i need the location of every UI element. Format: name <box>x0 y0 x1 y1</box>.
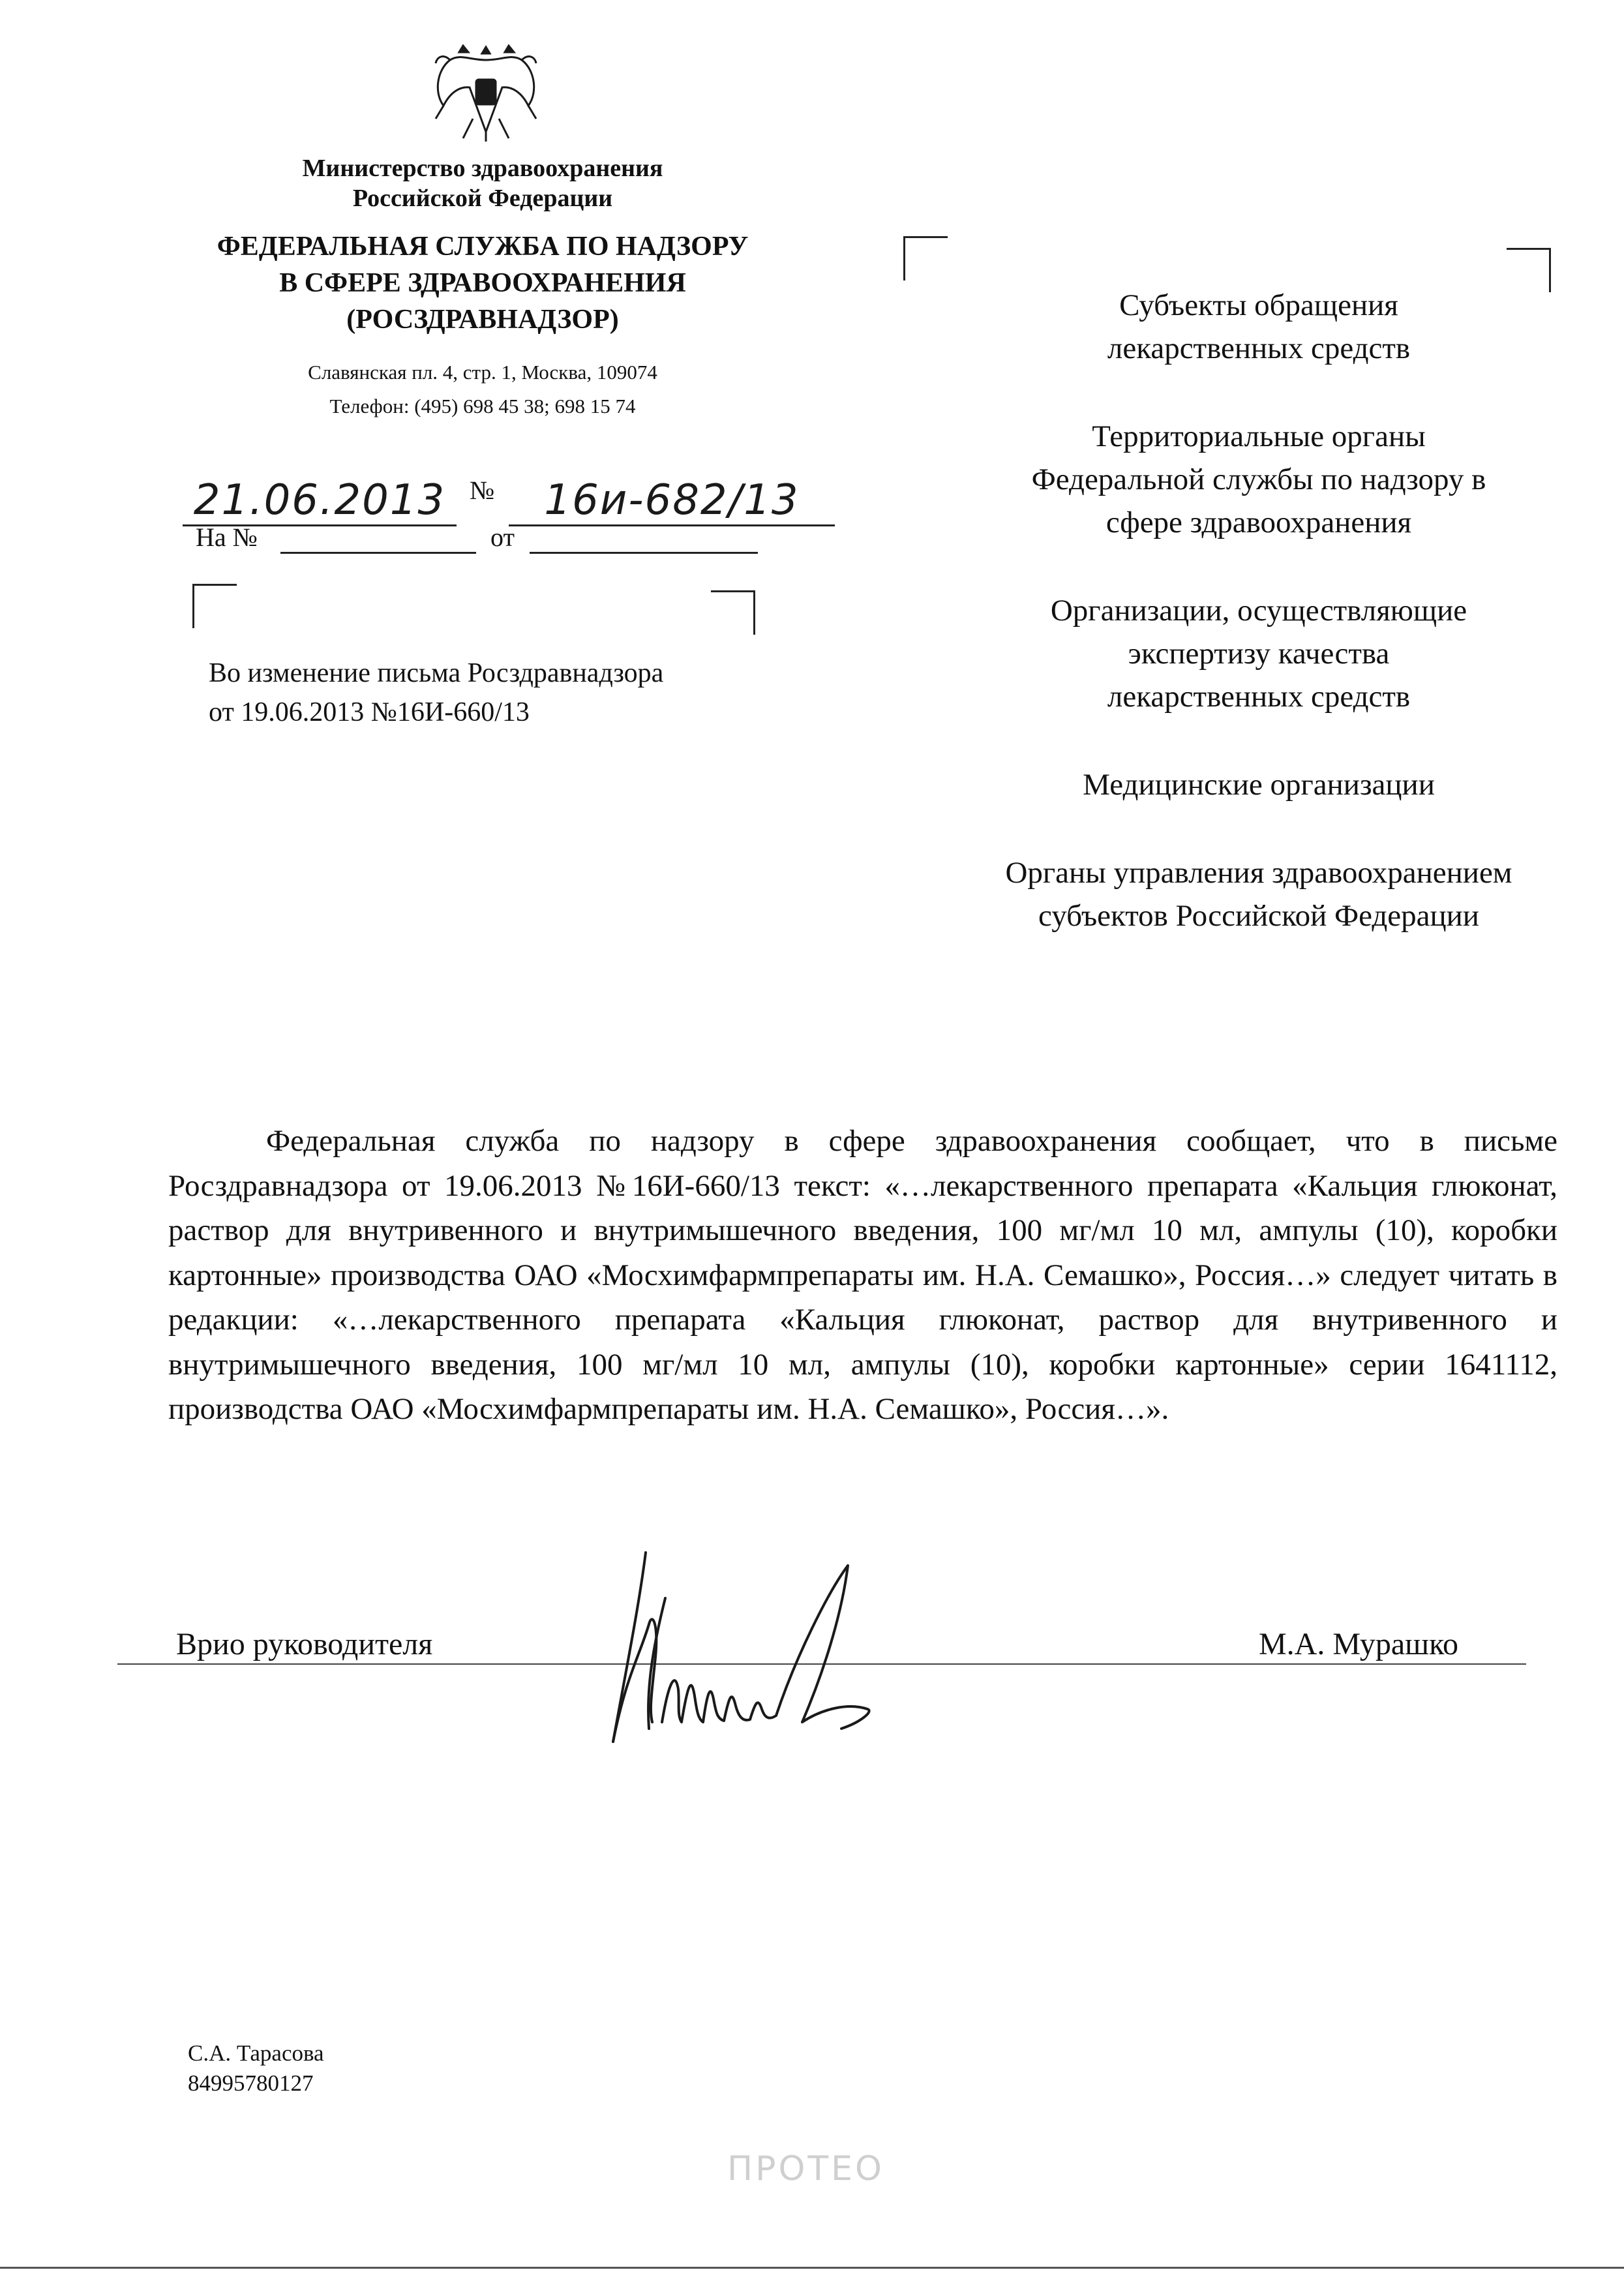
service-line: В СФЕРЕ ЗДРАВООХРАНЕНИЯ <box>279 268 686 298</box>
phone-number: Телефон: (495) 698 45 38; 698 15 74 <box>329 395 636 417</box>
recipient-line: экспертизу качества <box>1128 637 1390 671</box>
subject-bracket-left <box>192 584 237 628</box>
recipient-line: Органы управления здравоохранением <box>1005 856 1512 890</box>
recipient-line: лекарственных средств <box>1107 331 1411 365</box>
coat-of-arms-icon <box>424 34 548 145</box>
recipient-line: Организации, осуществляющие <box>1050 594 1467 628</box>
subject-bracket-right <box>711 590 755 635</box>
recipient-line: Субъекты обращения <box>1119 288 1398 322</box>
faint-stamp: ПРОТЕО <box>727 2149 884 2189</box>
ministry-line: Российской Федерации <box>352 185 613 212</box>
postal-address: Славянская пл. 4, стр. 1, Москва, 109074 <box>308 361 657 384</box>
recipient <box>900 589 1617 718</box>
registration-date: 21.06.2013 <box>183 476 457 526</box>
number-sign: № <box>470 476 495 505</box>
contact-block <box>188 2038 324 2098</box>
bottom-edge-line <box>0 2267 1624 2269</box>
service-name <box>170 228 796 338</box>
recipient <box>900 763 1617 806</box>
ministry-name <box>196 153 770 213</box>
signatory-name: М.А. Мурашко <box>1259 1627 1458 1661</box>
handwritten-signature <box>587 1526 926 1761</box>
recipient-line: сфере здравоохранения <box>1105 506 1412 539</box>
recipient-line: лекарственных средств <box>1107 680 1411 714</box>
recipient <box>900 415 1617 544</box>
signatory-title: Врио руководителя <box>176 1627 433 1661</box>
service-line: (РОСЗДРАВНАДЗОР) <box>346 305 619 335</box>
reference-number-blank <box>280 528 476 554</box>
letter-subject <box>209 654 663 732</box>
recipients-list <box>900 284 1617 982</box>
reference-date-label: от <box>490 523 515 552</box>
recipient <box>900 851 1617 937</box>
reference-number-label: На № <box>196 523 258 552</box>
contact-person: С.А. Тарасова <box>188 2040 324 2066</box>
letter-body: Федеральная служба по надзору в сфере здравоохранения сообщает, что в письме Росздравнадзора от 19.06.2013 №16И-660/13 текст: «…лекарственного препарата «Кальция глюконат, раствор для внутривенного и внутримышечного введения, 100 мг/мл 10 мл, ампулы (10), коробки картонные» производства ОАО «Мосхимфармпрепараты им. Н.А. Семашко», Россия…» следует читать в редакции: «…лекарственного препарата «Кальция глюконат, раствор для внутривенного и внутримышечного введения, 100 мг/мл 10 мл, ампулы (10), коробки картонные» серии 1641112, производства ОАО «Мосхимфармпрепараты им. Н.А. Семашко», Россия…». <box>168 1124 1557 1426</box>
recipient-line: Территориальные органы <box>1092 419 1426 453</box>
registration-number: 16и-682/13 <box>509 476 835 526</box>
ministry-line: Министерство здравоохранения <box>302 155 663 182</box>
recipient-line: Федеральной службы по надзору в <box>1031 462 1486 496</box>
service-line: ФЕДЕРАЛЬНАЯ СЛУЖБА ПО НАДЗОРУ <box>217 232 749 262</box>
contact-phone: 84995780127 <box>188 2070 314 2096</box>
recipient-line: Медицинские организации <box>1083 768 1435 802</box>
address-block <box>196 356 770 423</box>
recipient <box>900 284 1617 370</box>
subject-line: Во изменение письма Росздравнадзора <box>209 658 664 688</box>
recipient-line: субъектов Российской Федерации <box>1038 899 1479 933</box>
recipient-bracket-left <box>903 236 948 280</box>
reference-date-blank <box>530 528 758 554</box>
subject-line: от 19.06.2013 №16И-660/13 <box>209 697 530 727</box>
